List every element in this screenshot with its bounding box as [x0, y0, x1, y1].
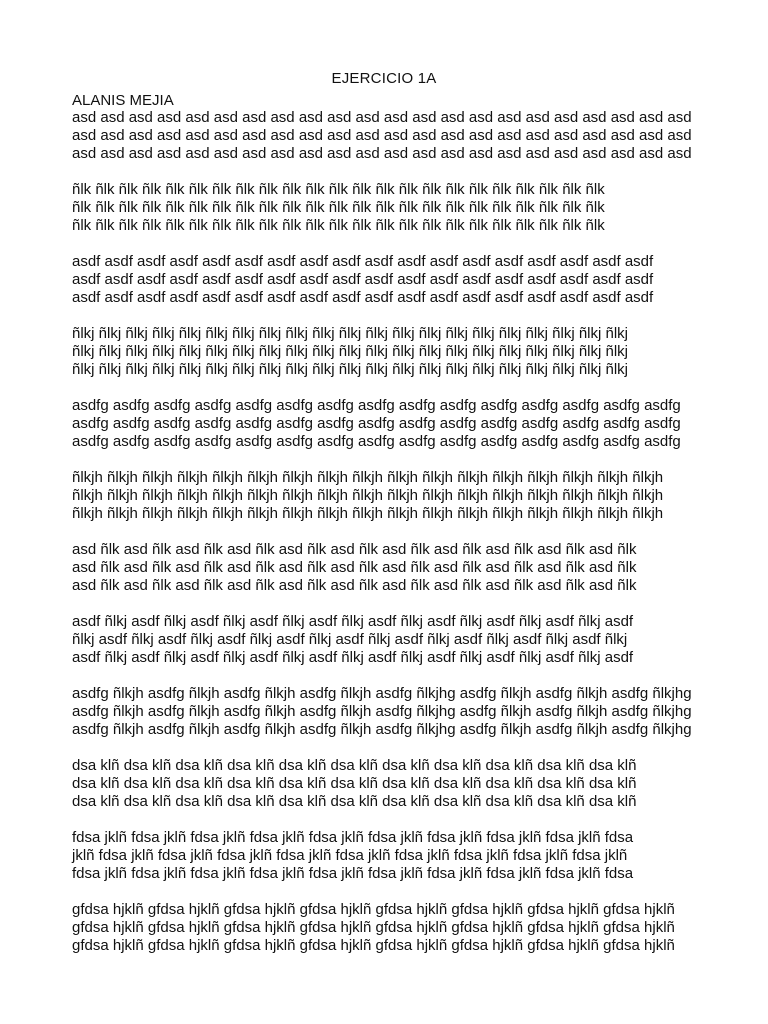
paragraph: [72, 541, 712, 595]
paragraph: [72, 253, 712, 307]
text-line: asdf asdf asdf asdf asdf asdf asdf asdf asdf asdf asdf asdf asdf asdf asdf asdf asdf asdf: [72, 289, 654, 306]
text-line: gfdsa hjklñ gfdsa hjklñ gfdsa hjklñ gfdsa hjklñ gfdsa hjklñ gfdsa hjklñ gfdsa hjklñ gfdsa hjklñ: [72, 901, 675, 918]
text-line: asdfg asdfg asdfg asdfg asdfg asdfg asdfg asdfg asdfg asdfg asdfg asdfg asdfg asdfg asdfg: [72, 397, 681, 414]
paragraph: [72, 757, 712, 811]
text-line: ñlkj asdf ñlkj asdf ñlkj asdf ñlkj asdf ñlkj asdf ñlkj asdf ñlkj asdf ñlkj asdf ñlkj asdf ñlkj: [72, 631, 628, 648]
text-line: fdsa jklñ fdsa jklñ fdsa jklñ fdsa jklñ fdsa jklñ fdsa jklñ fdsa jklñ fdsa jklñ fdsa jklñ fdsa: [72, 829, 634, 846]
paragraph: [72, 613, 712, 667]
paragraph: [72, 109, 712, 163]
text-line: asdf asdf asdf asdf asdf asdf asdf asdf asdf asdf asdf asdf asdf asdf asdf asdf asdf asdf: [72, 253, 654, 270]
text-line: asd ñlk asd ñlk asd ñlk asd ñlk asd ñlk asd ñlk asd ñlk asd ñlk asd ñlk asd ñlk asd ñlk: [72, 559, 637, 576]
text-line: asdfg asdfg asdfg asdfg asdfg asdfg asdfg asdfg asdfg asdfg asdfg asdfg asdfg asdfg asdfg: [72, 415, 681, 432]
text-line: dsa klñ dsa klñ dsa klñ dsa klñ dsa klñ dsa klñ dsa klñ dsa klñ dsa klñ dsa klñ dsa klñ: [72, 775, 637, 792]
text-line: ñlk ñlk ñlk ñlk ñlk ñlk ñlk ñlk ñlk ñlk ñlk ñlk ñlk ñlk ñlk ñlk ñlk ñlk ñlk ñlk ñlk ñlk ñlk: [72, 181, 605, 198]
text-line: ñlkjh ñlkjh ñlkjh ñlkjh ñlkjh ñlkjh ñlkjh ñlkjh ñlkjh ñlkjh ñlkjh ñlkjh ñlkjh ñlkjh ñlkjh ñlkjh ñlkjh: [72, 505, 664, 522]
text-line: asd asd asd asd asd asd asd asd asd asd asd asd asd asd asd asd asd asd asd asd asd asd: [72, 145, 692, 162]
text-line: jklñ fdsa jklñ fdsa jklñ fdsa jklñ fdsa jklñ fdsa jklñ fdsa jklñ fdsa jklñ fdsa jklñ fdsa jklñ: [72, 847, 628, 864]
paragraph: [72, 397, 712, 451]
text-line: ñlkjh ñlkjh ñlkjh ñlkjh ñlkjh ñlkjh ñlkjh ñlkjh ñlkjh ñlkjh ñlkjh ñlkjh ñlkjh ñlkjh ñlkjh ñlkjh ñlkjh: [72, 487, 664, 504]
document-body: [72, 109, 712, 973]
text-line: ñlkj ñlkj ñlkj ñlkj ñlkj ñlkj ñlkj ñlkj ñlkj ñlkj ñlkj ñlkj ñlkj ñlkj ñlkj ñlkj ñlkj ñlkj ñlkj ñlkj ñlkj: [72, 361, 629, 378]
text-line: asdf asdf asdf asdf asdf asdf asdf asdf asdf asdf asdf asdf asdf asdf asdf asdf asdf asdf: [72, 271, 654, 288]
text-line: dsa klñ dsa klñ dsa klñ dsa klñ dsa klñ dsa klñ dsa klñ dsa klñ dsa klñ dsa klñ dsa klñ: [72, 793, 637, 810]
text-line: ñlk ñlk ñlk ñlk ñlk ñlk ñlk ñlk ñlk ñlk ñlk ñlk ñlk ñlk ñlk ñlk ñlk ñlk ñlk ñlk ñlk ñlk ñlk: [72, 199, 605, 216]
text-line: asdfg ñlkjh asdfg ñlkjh asdfg ñlkjh asdfg ñlkjh asdfg ñlkjhg asdfg ñlkjh asdfg ñlkjh asdfg ñlkjhg: [72, 721, 692, 738]
text-line: asd ñlk asd ñlk asd ñlk asd ñlk asd ñlk asd ñlk asd ñlk asd ñlk asd ñlk asd ñlk asd ñlk: [72, 541, 637, 558]
text-line: dsa klñ dsa klñ dsa klñ dsa klñ dsa klñ dsa klñ dsa klñ dsa klñ dsa klñ dsa klñ dsa klñ: [72, 757, 637, 774]
text-line: asd ñlk asd ñlk asd ñlk asd ñlk asd ñlk asd ñlk asd ñlk asd ñlk asd ñlk asd ñlk asd ñlk: [72, 577, 637, 594]
text-line: fdsa jklñ fdsa jklñ fdsa jklñ fdsa jklñ fdsa jklñ fdsa jklñ fdsa jklñ fdsa jklñ fdsa jklñ fdsa: [72, 865, 634, 882]
paragraph: [72, 325, 712, 379]
text-line: asdf ñlkj asdf ñlkj asdf ñlkj asdf ñlkj asdf ñlkj asdf ñlkj asdf ñlkj asdf ñlkj asdf ñlkj asdf: [72, 613, 634, 630]
text-line: gfdsa hjklñ gfdsa hjklñ gfdsa hjklñ gfdsa hjklñ gfdsa hjklñ gfdsa hjklñ gfdsa hjklñ gfdsa hjklñ: [72, 937, 675, 954]
paragraph: [72, 685, 712, 739]
paragraph: [72, 901, 712, 955]
text-line: gfdsa hjklñ gfdsa hjklñ gfdsa hjklñ gfdsa hjklñ gfdsa hjklñ gfdsa hjklñ gfdsa hjklñ gfdsa hjklñ: [72, 919, 675, 936]
text-line: asdf ñlkj asdf ñlkj asdf ñlkj asdf ñlkj asdf ñlkj asdf ñlkj asdf ñlkj asdf ñlkj asdf ñlkj asdf: [72, 649, 634, 666]
paragraph: [72, 181, 712, 235]
author-name: ALANIS MEJIA: [72, 92, 174, 109]
text-line: ñlkj ñlkj ñlkj ñlkj ñlkj ñlkj ñlkj ñlkj ñlkj ñlkj ñlkj ñlkj ñlkj ñlkj ñlkj ñlkj ñlkj ñlkj ñlkj ñlkj ñlkj: [72, 343, 629, 360]
text-line: asdfg asdfg asdfg asdfg asdfg asdfg asdfg asdfg asdfg asdfg asdfg asdfg asdfg asdfg asdfg: [72, 433, 681, 450]
paragraph: [72, 469, 712, 523]
text-line: ñlkj ñlkj ñlkj ñlkj ñlkj ñlkj ñlkj ñlkj ñlkj ñlkj ñlkj ñlkj ñlkj ñlkj ñlkj ñlkj ñlkj ñlkj ñlkj ñlkj ñlkj: [72, 325, 629, 342]
text-line: asd asd asd asd asd asd asd asd asd asd asd asd asd asd asd asd asd asd asd asd asd asd: [72, 127, 692, 144]
text-line: asdfg ñlkjh asdfg ñlkjh asdfg ñlkjh asdfg ñlkjh asdfg ñlkjhg asdfg ñlkjh asdfg ñlkjh asdfg ñlkjhg: [72, 685, 692, 702]
text-line: asdfg ñlkjh asdfg ñlkjh asdfg ñlkjh asdfg ñlkjh asdfg ñlkjhg asdfg ñlkjh asdfg ñlkjh asdfg ñlkjhg: [72, 703, 692, 720]
text-line: ñlk ñlk ñlk ñlk ñlk ñlk ñlk ñlk ñlk ñlk ñlk ñlk ñlk ñlk ñlk ñlk ñlk ñlk ñlk ñlk ñlk ñlk ñlk: [72, 217, 605, 234]
document-title: EJERCICIO 1A: [331, 70, 437, 87]
paragraph: [72, 829, 712, 883]
text-line: ñlkjh ñlkjh ñlkjh ñlkjh ñlkjh ñlkjh ñlkjh ñlkjh ñlkjh ñlkjh ñlkjh ñlkjh ñlkjh ñlkjh ñlkjh ñlkjh ñlkjh: [72, 469, 664, 486]
text-line: asd asd asd asd asd asd asd asd asd asd asd asd asd asd asd asd asd asd asd asd asd asd: [72, 109, 692, 126]
